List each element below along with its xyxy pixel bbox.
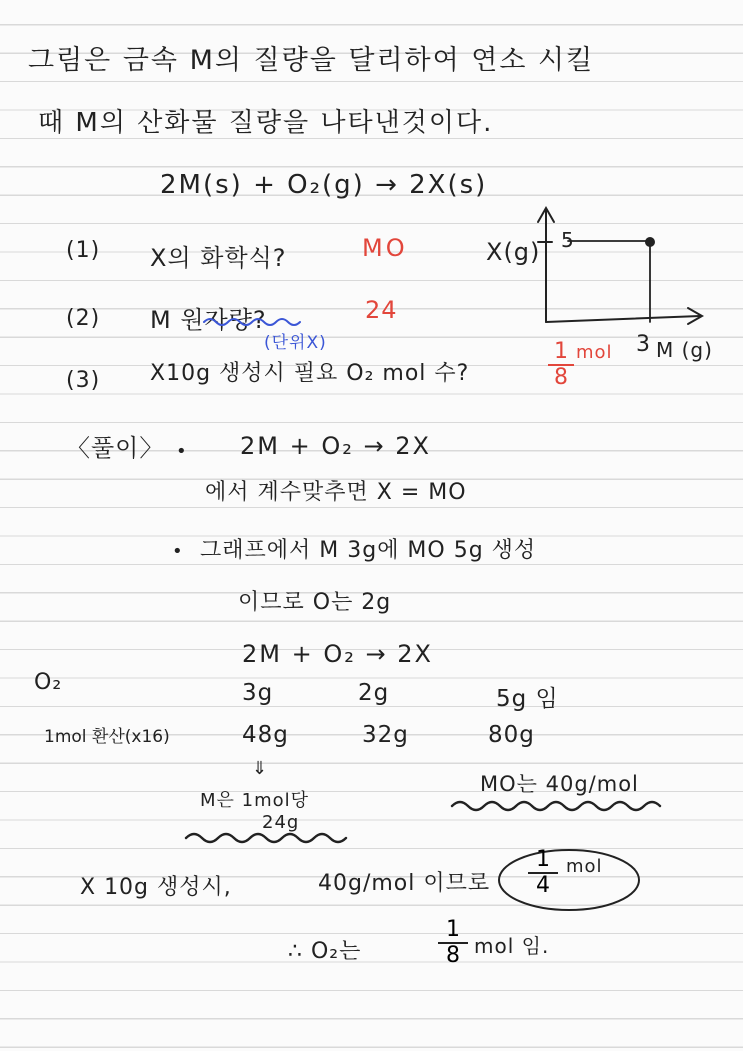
m-molar-note-line-2: 24g bbox=[262, 812, 300, 833]
final-denominator: 8 bbox=[446, 943, 460, 968]
side-note-o2: O₂ bbox=[34, 670, 63, 695]
question-2-note: (단위X) bbox=[264, 333, 327, 353]
solution-balance-line: 에서 계수맞추면 X = MO bbox=[205, 480, 467, 505]
question-2-label: (2) bbox=[66, 306, 101, 331]
bullet-dot-2: • bbox=[172, 541, 184, 562]
question-3-answer-unit: mol bbox=[576, 342, 613, 363]
solution-graph-line: 그래프에서 M 3g에 MO 5g 생성 bbox=[200, 538, 537, 563]
circled-unit: mol bbox=[566, 856, 603, 877]
mol-mass-x: 80g bbox=[488, 722, 535, 748]
side-note-mol-conversion: 1mol 환산(x16) bbox=[44, 727, 170, 747]
final-fraction bbox=[438, 918, 468, 968]
mol-mass-m: 48g bbox=[242, 722, 289, 748]
final-numerator: 1 bbox=[446, 917, 460, 942]
blue-wavy-underline bbox=[204, 319, 300, 325]
wavy-underline-m bbox=[186, 834, 346, 842]
solution-oxygen-line: 이므로 O는 2g bbox=[238, 590, 392, 615]
down-arrow-icon: ⇓ bbox=[252, 758, 269, 779]
final-therefore: ∴ O₂는 bbox=[288, 939, 362, 964]
mass-m-grams: 3g bbox=[242, 680, 274, 706]
final-molar-mass: 40g/mol 이므로 bbox=[318, 871, 491, 896]
circled-numerator: 1 bbox=[536, 847, 550, 872]
question-1-text: X의 화학식? bbox=[150, 244, 287, 272]
graph-x-tick: 3 bbox=[636, 332, 651, 357]
question-3-text: X10g 생성시 필요 O₂ mol 수? bbox=[150, 361, 470, 386]
reaction-equation: 2M(s) + O₂(g) → 2X(s) bbox=[160, 170, 488, 200]
problem-line-1: 그림은 금속 M의 질량을 달리하여 연소 시킬 bbox=[28, 45, 595, 76]
final-x10g-label: X 10g 생성시, bbox=[80, 875, 232, 900]
mass-x-grams: 5g 임 bbox=[496, 686, 559, 712]
bullet-dot-1: • bbox=[176, 441, 188, 462]
problem-line-2: 때 M의 산화물 질량을 나타낸것이다. bbox=[38, 108, 494, 138]
graph-y-tick: 5 bbox=[561, 228, 575, 252]
mol-mass-o2: 32g bbox=[362, 722, 409, 748]
mo-molar-note: MO는 40g/mol bbox=[480, 772, 639, 796]
m-molar-note-line-1: M은 1mol당 bbox=[200, 790, 310, 811]
graph-y-label: X(g) bbox=[486, 238, 541, 266]
solution-equation-2: 2M + O₂ → 2X bbox=[242, 640, 433, 668]
final-unit: mol 임. bbox=[474, 934, 550, 958]
wavy-underline-mo bbox=[452, 802, 660, 810]
circled-fraction bbox=[528, 848, 558, 898]
mass-o2-grams: 2g bbox=[358, 680, 390, 706]
circled-denominator: 4 bbox=[536, 873, 550, 898]
question-3-answer-denominator: 8 bbox=[554, 365, 568, 390]
solution-equation-1: 2M + O₂ → 2X bbox=[240, 432, 431, 460]
graph-x-label: M (g) bbox=[656, 338, 713, 362]
question-3-answer-numerator: 1 bbox=[554, 339, 568, 364]
question-1-answer: MO bbox=[362, 234, 408, 262]
question-1-label: (1) bbox=[66, 238, 101, 263]
question-2-answer: 24 bbox=[365, 296, 398, 324]
question-2-text: M 원자량? bbox=[150, 306, 267, 334]
solution-header: 〈풀이〉 bbox=[66, 434, 165, 462]
question-3-label: (3) bbox=[66, 368, 101, 393]
